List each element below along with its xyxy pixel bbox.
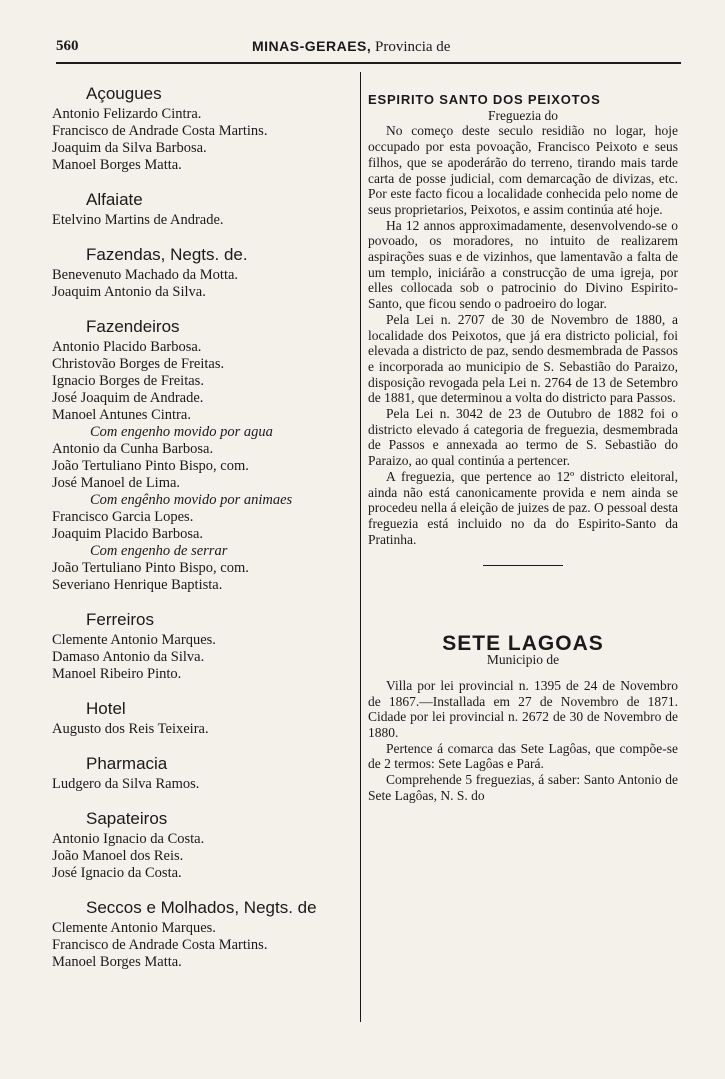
- directory-entry: Augusto dos Reis Teixeira.: [52, 721, 209, 737]
- directory-entry: Joaquim Placido Barbosa.: [52, 526, 204, 542]
- directory-section: [52, 190, 352, 229]
- paragraph: Villa por lei provincial n. 1395 de 24 de Novembro de 1867.—Installada em 27 de Novembro de 1871. Cidade por lei provincial n. 2672 de 30 de Novembro de 1880.: [368, 677, 678, 740]
- directory-entry: João Manoel dos Reis.: [52, 848, 184, 864]
- running-title-rest: Provincia de: [375, 39, 451, 55]
- directory-section: [52, 809, 352, 882]
- section-heading: Fazendas, Negts. de.: [86, 245, 248, 264]
- directory-entry: Joaquim da Silva Barbosa.: [52, 140, 207, 156]
- section-heading: Fazendeiros: [86, 317, 180, 336]
- directory-entry: Benevenuto Machado da Motta.: [52, 267, 239, 283]
- divider-rule: [483, 565, 563, 566]
- directory-entry: Ludgero da Silva Ramos.: [52, 776, 200, 792]
- section-heading: Seccos e Molhados, Negts. de: [86, 898, 317, 917]
- section-subtitle-2: Municipio de: [486, 652, 560, 668]
- directory-entry: Manoel Borges Matta.: [52, 157, 182, 173]
- section-heading: Alfaiate: [86, 190, 143, 209]
- directory-section: [52, 610, 352, 683]
- paragraph: Pertence á comarca das Sete Lagôas, que compõe-se de 2 termos: Sete Lagôas e Pará.: [368, 740, 678, 772]
- directory-section: [52, 754, 352, 793]
- right-column: [368, 92, 678, 803]
- section-title-espirito-santo: ESPIRITO SANTO DOS PEIXOTOS: [368, 92, 601, 107]
- directory-entry: Clemente Antonio Marques.: [52, 632, 216, 648]
- subheading: Com engênho movido por animaes: [90, 492, 293, 508]
- directory-section: [52, 317, 352, 594]
- header-rule: [56, 62, 681, 64]
- directory-entry: Antonio Placido Barbosa.: [52, 339, 202, 355]
- sete-lagoas-text: [368, 678, 678, 804]
- espirito-santo-text: [368, 123, 678, 547]
- section-subtitle: Freguezia do: [487, 107, 559, 123]
- directory-entry: Manoel Borges Matta.: [52, 954, 182, 970]
- left-column: [52, 84, 352, 971]
- section-heading: Sapateiros: [86, 809, 168, 828]
- directory-entry: Severiano Henrique Baptista.: [52, 577, 223, 593]
- directory-entry: José Joaquim de Andrade.: [52, 390, 204, 406]
- directory-section: [52, 699, 352, 738]
- directory-entry: Antonio Ignacio da Costa.: [52, 831, 205, 847]
- paragraph: A freguezia, que pertence ao 12º districto eleitoral, ainda não está canonicamente provida e nem ainda se procedeu nella á eleição de juizes de paz. O pessoal desta freguezia está incluido no da do Espirito-Santo da Pratinha.: [368, 468, 678, 547]
- directory-entry: Ignacio Borges de Freitas.: [52, 373, 204, 389]
- directory-entry: Antonio da Cunha Barbosa.: [52, 441, 214, 457]
- directory-entry: Antonio Felizardo Cintra.: [52, 106, 202, 122]
- paragraph: Pela Lei n. 3042 de 23 de Outubro de 1882 foi o districto elevado á categoria de freguezia, desmembrada de Passos e annexada ao termo de S. Sebastião do Paraizo, ao qual continúa a pertencer.: [368, 406, 678, 469]
- section-heading: Açougues: [86, 84, 162, 103]
- directory-entry: Francisco de Andrade Costa Martins.: [52, 123, 268, 139]
- subheading: Com engenho de serrar: [90, 543, 228, 559]
- paragraph: Pela Lei n. 2707 de 30 de Novembro de 1880, a localidade dos Peixotos, que já era districto policial, foi elevada a districto de paz, sendo desmembrada de Passos e incorporada ao municipio de S. Sebastião do Paraizo, disposição revogada pela Lei n. 2764 de 13 de Setembro de 1881, que determinou a volta do districto para Passos.: [368, 311, 678, 406]
- directory-entry: João Tertuliano Pinto Bispo, com.: [52, 560, 249, 576]
- paragraph: Comprehende 5 freguezias, á saber: Santo Antonio de Sete Lagôas, N. S. do: [368, 772, 678, 803]
- page-header: [56, 38, 681, 60]
- directory-entry: José Ignacio da Costa.: [52, 865, 182, 881]
- directory-entry: Francisco de Andrade Costa Martins.: [52, 937, 268, 953]
- directory-entry: Manoel Ribeiro Pinto.: [52, 666, 182, 682]
- paragraph: Ha 12 annos approximadamente, desenvolvendo-se o povoado, os moradores, no intuito de realizarem aspirações suas e de vizinhos, que lamentavão a falta de um templo, iniciárão a construcção de uma igreja, por elles collocada sob o patrocinio do Divino Espirito-Santo, que ficou sendo o padroeiro do logar.: [368, 217, 678, 312]
- directory-entry: Damaso Antonio da Silva.: [52, 649, 205, 665]
- subheading: Com engenho movido por agua: [90, 424, 273, 440]
- section-title-sete-lagoas: SETE LAGOAS: [442, 632, 604, 656]
- paragraph: No começo deste seculo residião no logar, hoje occupado por esta povoação, Francisco Peixoto e seus filhos, que se apoderárão do terreno, tirando mais tarde carta de posse judicial, com demarcação de divizas, etc. Por este facto ficou a localidade conhecida pelo nome de seus proprietarios, Peixotos, e assim continúa até hoje.: [368, 123, 678, 217]
- directory-section: [52, 84, 352, 174]
- directory-entry: Etelvino Martins de Andrade.: [52, 212, 224, 228]
- section-heading: Pharmacia: [86, 754, 168, 773]
- directory-entry: Clemente Antonio Marques.: [52, 920, 216, 936]
- directory-entry: João Tertuliano Pinto Bispo, com.: [52, 458, 249, 474]
- directory-entry: José Manoel de Lima.: [52, 475, 181, 491]
- directory-section: [52, 245, 352, 301]
- section-heading: Ferreiros: [86, 610, 155, 629]
- directory-entry: Francisco Garcia Lopes.: [52, 509, 194, 525]
- directory-entry: Joaquim Antonio da Silva.: [52, 284, 206, 300]
- section-heading: Hotel: [86, 699, 126, 718]
- directory-section: [52, 898, 352, 971]
- directory-entry: Christovão Borges de Freitas.: [52, 356, 225, 372]
- directory-entry: Manoel Antunes Cintra.: [52, 407, 191, 423]
- running-title-main: MINAS-GERAES,: [252, 38, 372, 54]
- running-title: [252, 38, 450, 56]
- column-divider: [360, 72, 361, 1022]
- page-number: 560: [56, 38, 79, 54]
